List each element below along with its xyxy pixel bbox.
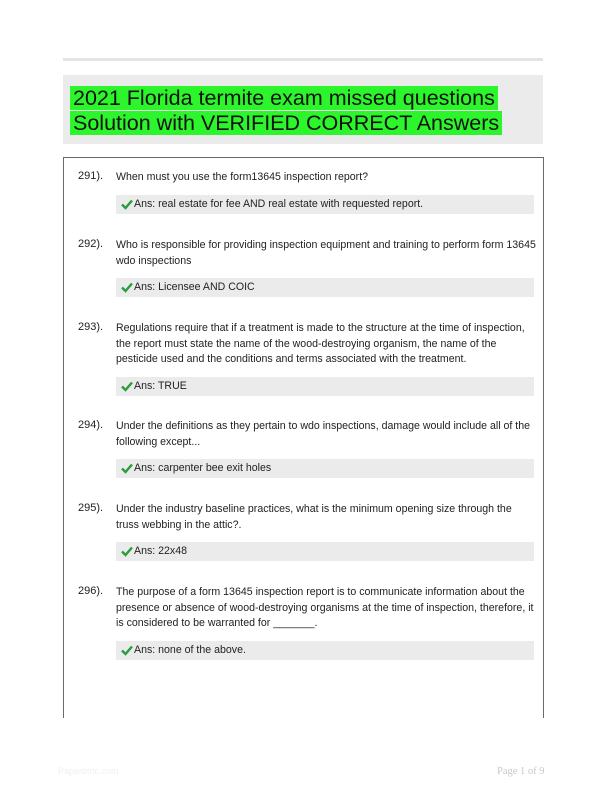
question-text: Under the industry baseline practices, what is the minimum opening size through the truss webbing in the attic?. bbox=[116, 503, 512, 531]
checkmark-icon bbox=[121, 546, 133, 557]
question-number: 293). bbox=[78, 321, 104, 333]
checkmark-icon bbox=[121, 381, 133, 392]
question-text: Regulations require that if a treatment is made to the structure at the time of inspection, the report must state the name of the wood-destroying organism, the name of the pesticide used and the conditions and terms associated with the treatment. bbox=[116, 322, 525, 366]
question-number: 294). bbox=[78, 419, 104, 431]
footer-watermark: Paperbtrlc.com bbox=[58, 766, 119, 776]
title-banner bbox=[63, 75, 543, 144]
answer-text: Ans: real estate for fee AND real estate with requested report. bbox=[134, 198, 424, 210]
question-number: 291). bbox=[78, 170, 104, 182]
answer-box bbox=[116, 542, 534, 561]
answer-box bbox=[116, 641, 534, 660]
question-number: 295). bbox=[78, 502, 104, 514]
question-text: Who is responsible for providing inspection equipment and training to perform form 13645 wdo inspections bbox=[116, 239, 536, 267]
checkmark-icon bbox=[121, 645, 133, 656]
checkmark-icon bbox=[121, 199, 133, 210]
checkmark-icon bbox=[121, 463, 133, 474]
answer-text: Ans: TRUE bbox=[134, 380, 187, 392]
answer-text: Ans: Licensee AND COIC bbox=[134, 281, 255, 293]
answer-text: Ans: 22x48 bbox=[134, 545, 188, 557]
questions-panel bbox=[63, 157, 544, 718]
title-line-2: Solution with VERIFIED CORRECT Answers bbox=[70, 111, 502, 135]
document-title bbox=[70, 86, 502, 136]
answer-text: Ans: carpenter bee exit holes bbox=[134, 462, 272, 474]
answer-text: Ans: none of the above. bbox=[134, 644, 246, 656]
title-line-1: 2021 Florida termite exam missed questions bbox=[70, 86, 498, 110]
question-number: 296). bbox=[78, 585, 104, 597]
answer-box bbox=[116, 195, 534, 214]
top-divider bbox=[63, 58, 543, 61]
answer-box bbox=[116, 377, 534, 396]
question-text: Under the definitions as they pertain to wdo inspections, damage would include all of the following except... bbox=[116, 420, 530, 448]
answer-box bbox=[116, 278, 534, 297]
page-indicator: Page 1 of 9 bbox=[497, 766, 545, 777]
question-text: The purpose of a form 13645 inspection report is to communicate information about the presence or absence of wood-destroying organisms at the time of inspection, therefore, it is considered to be warranted for _______. bbox=[116, 586, 534, 630]
question-number: 292). bbox=[78, 238, 104, 250]
answer-box bbox=[116, 459, 534, 478]
question-text: When must you use the form13645 inspection report? bbox=[116, 171, 369, 183]
checkmark-icon bbox=[121, 282, 133, 293]
